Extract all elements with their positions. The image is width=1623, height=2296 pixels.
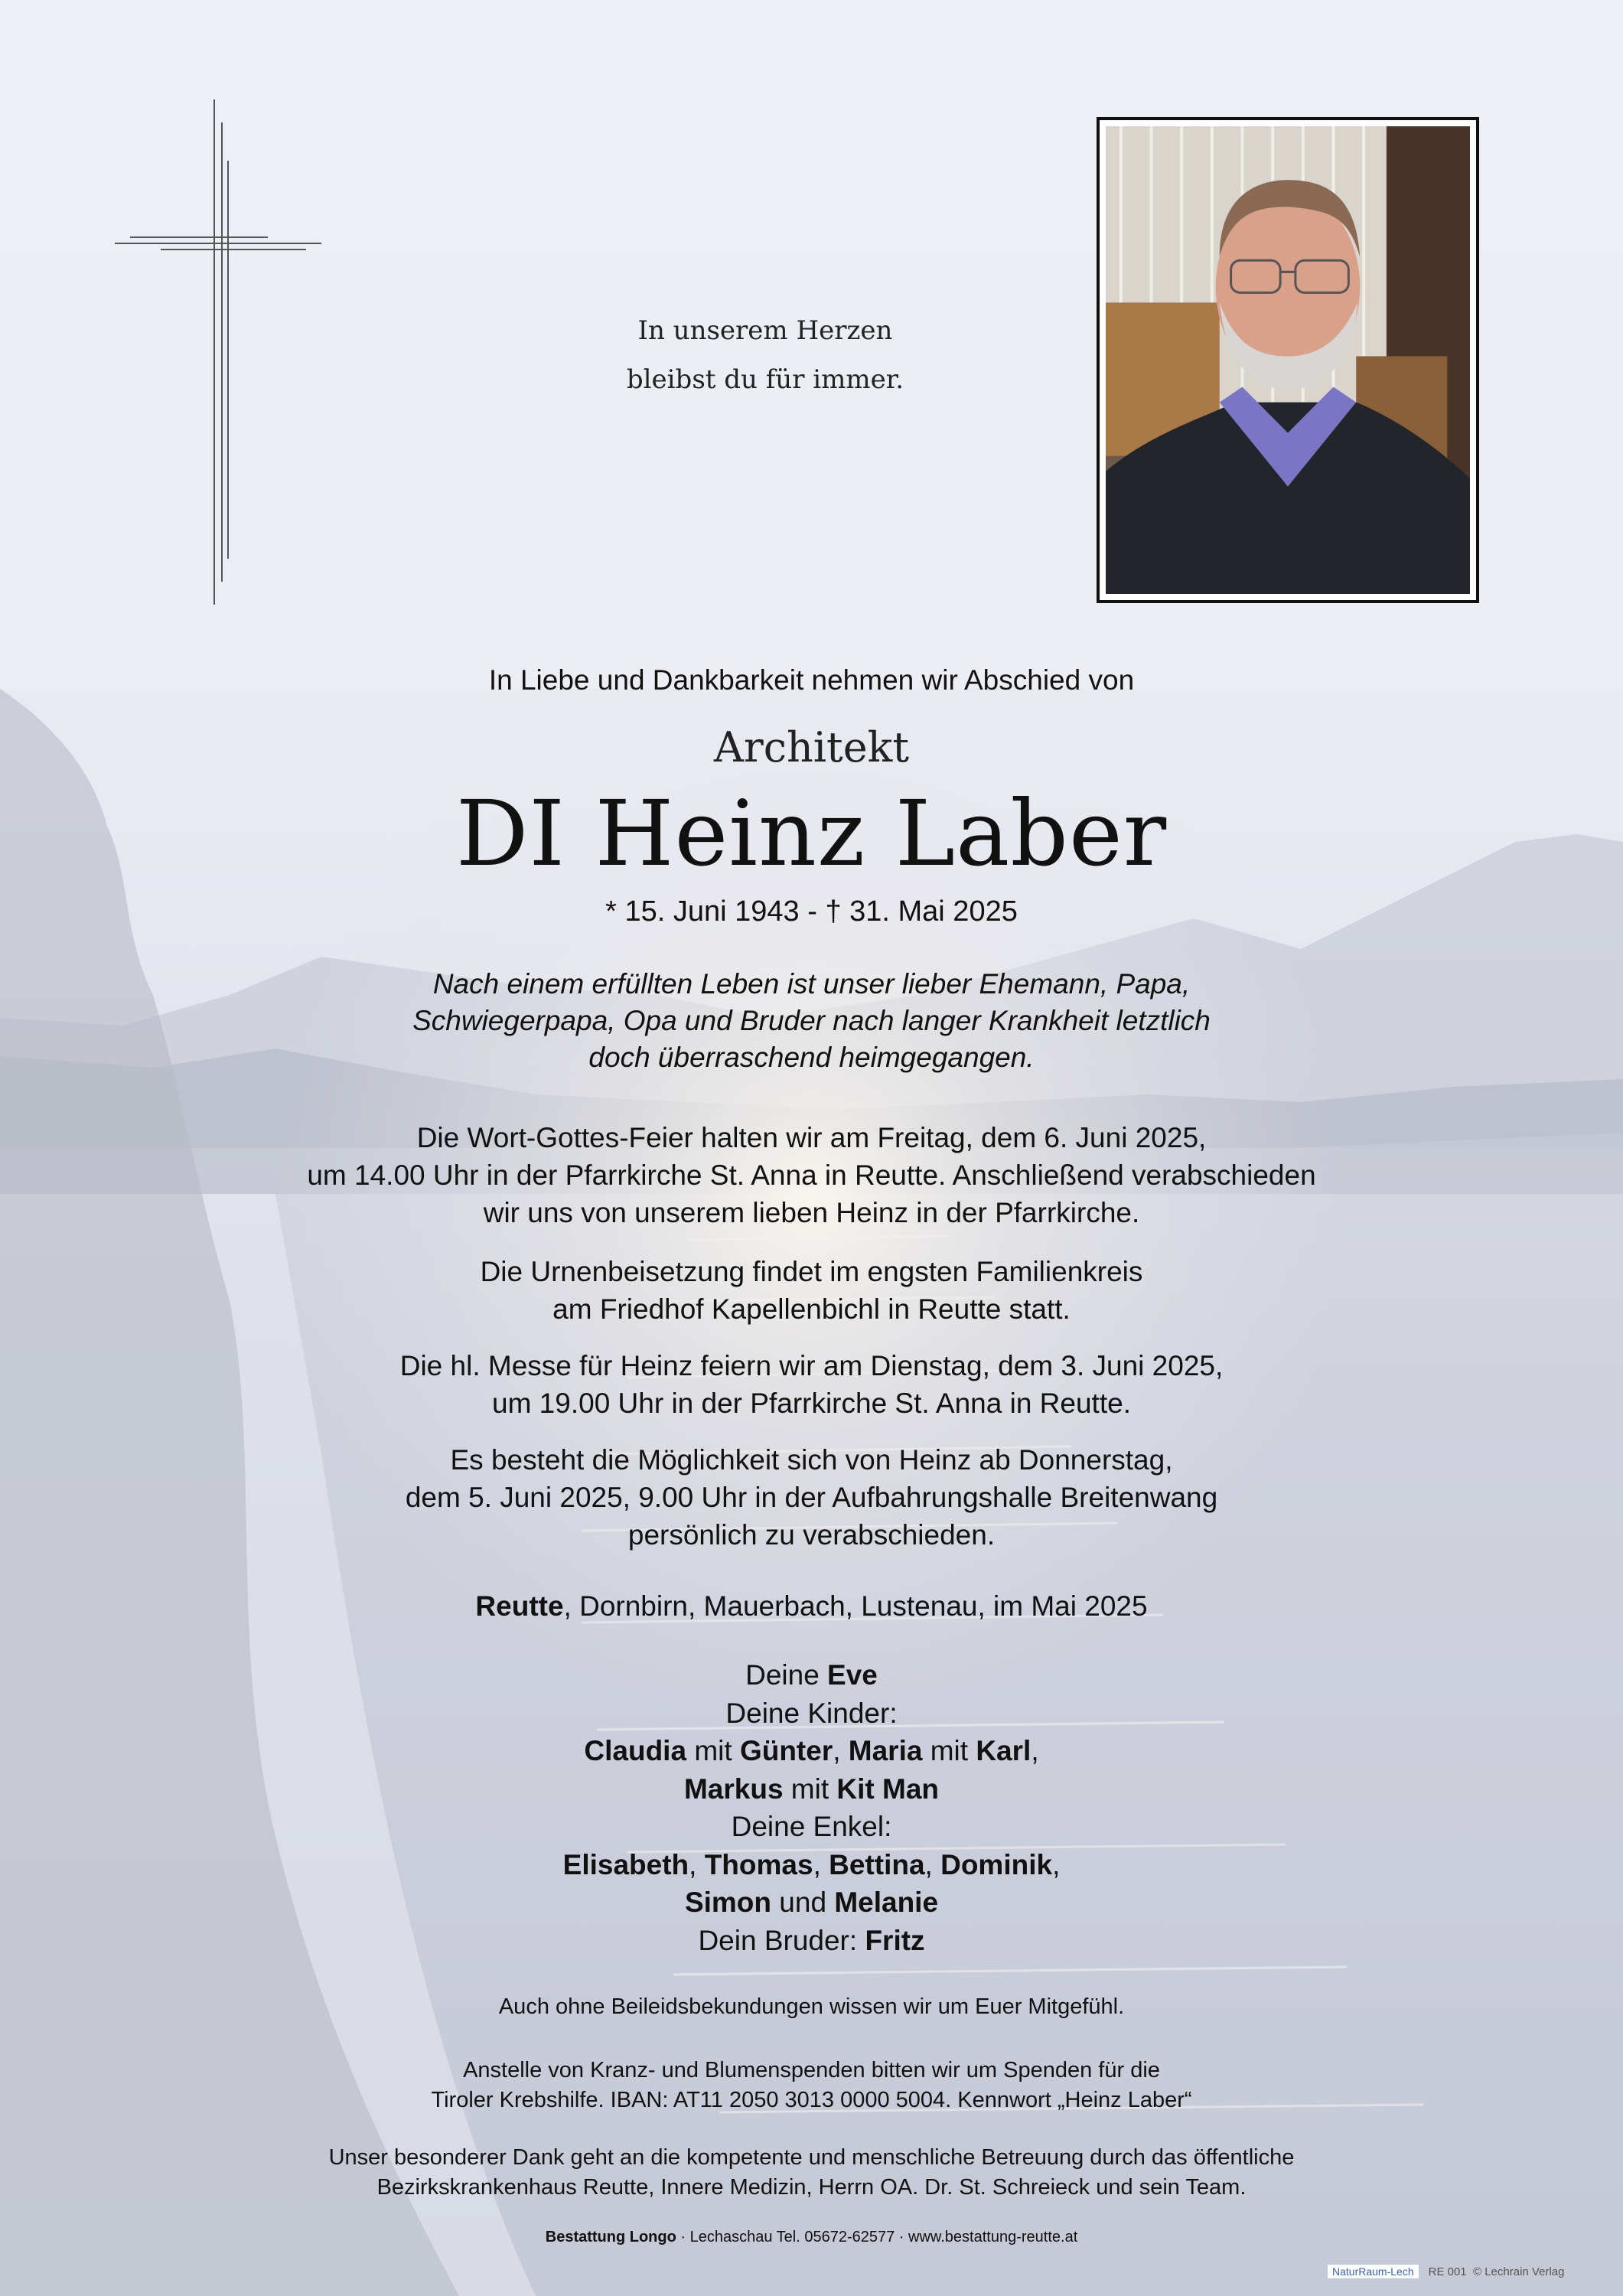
urn-burial-text [0,1253,1623,1328]
tribute-text [0,966,1623,1076]
motto-line: bleibst du für immer. [626,364,904,395]
children-line-1 [0,1732,1623,1770]
funeral-line: wir uns von unserem lieben Heinz in der Pfarrkirche. [483,1197,1140,1228]
separator: , [813,1848,829,1880]
partner-name: Kit Man [836,1773,940,1805]
grandchild-name: Simon [684,1887,772,1918]
places-rest: , Dornbirn, Mauerbach, Lustenau, im Mai 2025 [563,1590,1148,1622]
funeral-home-details: · Lechaschau Tel. 05672-62577 · www.bestattung-reutte.at [676,2229,1078,2245]
mass-line: Die hl. Messe für Heinz feiern wir am Dienstag, dem 3. Juni 2025, [399,1350,1224,1381]
thanks-line: Bezirkskrankenhaus Reutte, Innere Medizin, Herrn OA. Dr. St. Schreieck und sein Team. [376,2175,1247,2200]
wife-name: Eve [827,1659,878,1691]
motto-line: In unserem Herzen [637,315,893,346]
deceased-name: DI Heinz Laber [455,781,1168,886]
funeral-service-text [0,1119,1623,1231]
mass-line: um 19.00 Uhr in der Pfarrkirche St. Anna in Reutte. [492,1388,1131,1419]
grandchild-name: Dominik [940,1848,1053,1880]
place-home: Reutte [475,1590,564,1622]
viewing-line: dem 5. Juni 2025, 9.00 Uhr in der Aufbahrungshalle Breitenwang [405,1482,1218,1513]
separator: , [689,1848,705,1880]
brother-label: Dein Bruder: [698,1924,865,1956]
funeral-home-footer [0,2229,1623,2246]
tribute-line: doch überraschend heimgegangen. [588,1042,1035,1073]
brother-name: Fritz [865,1924,925,1956]
wife-line [0,1656,1623,1694]
viewing-text [0,1441,1623,1554]
child-name: Markus [683,1773,784,1805]
life-dates: * 15. Juni 1943 - † 31. Mai 2025 [605,895,1018,928]
grandchild-name: Bettina [829,1848,925,1880]
tribute-line: Schwiegerpapa, Opa und Bruder nach langer Krankheit letztlich [412,1005,1211,1036]
condolence-note: Auch ohne Beileidsbekundungen wissen wir um Euer Mitgefühl. [498,1994,1125,2019]
with-text: mit [686,1735,740,1766]
brother-line [0,1922,1623,1960]
thanks-note [0,2143,1623,2203]
mass-text [0,1347,1623,1422]
funeral-home-name: Bestattung Longo [545,2229,676,2245]
grandchildren-label: Deine Enkel: [731,1811,892,1842]
donation-line: Tiroler Krebshilfe. IBAN: AT11 2050 3013 0000 5004. Kennwort „Heinz Laber“ [431,2088,1192,2112]
and-text: und [771,1887,835,1918]
separator: , [833,1735,849,1766]
viewing-line: Es besteht die Möglichkeit sich von Heinz ab Donnerstag, [450,1444,1173,1476]
cross-icon [115,99,321,605]
portrait-frame [1097,117,1479,603]
grandchildren-line-2 [0,1883,1623,1922]
motto [597,306,934,404]
thanks-line: Unser besonderer Dank geht an die kompetente und menschliche Betreuung durch das öffentliche [328,2145,1295,2170]
template-code: RE 001 [1428,2265,1467,2278]
children-label: Deine Kinder: [725,1697,898,1729]
urn-line: Die Urnenbeisetzung findet im engsten Familienkreis [480,1256,1143,1287]
with-text: mit [922,1735,976,1766]
donation-line: Anstelle von Kranz- und Blumenspenden bitten wir um Spenden für die [463,2058,1160,2082]
publisher-mark [1327,2264,1564,2279]
publisher-name: © Lechrain Verlag [1473,2265,1565,2278]
places-date-line [0,1590,1623,1623]
separator: , [1052,1848,1061,1880]
partner-name: Karl [976,1735,1031,1766]
separator: , [1031,1735,1039,1766]
child-name: Maria [848,1735,923,1766]
grandchildren-line-1 [0,1846,1623,1884]
funeral-line: Die Wort-Gottes-Feier halten wir am Freitag, dem 6. Juni 2025, [416,1122,1207,1153]
profession-title: Architekt [713,723,910,771]
grandchild-name: Thomas [704,1848,813,1880]
separator: , [924,1848,941,1880]
child-name: Claudia [584,1735,687,1766]
viewing-line: persönlich zu verabschieden. [627,1519,996,1551]
naturraum-badge: NaturRaum-Lech [1327,2264,1419,2279]
with-text: mit [783,1773,837,1805]
tribute-line: Nach einem erfüllten Leben ist unser lieber Ehemann, Papa, [432,968,1191,1000]
funeral-line: um 14.00 Uhr in der Pfarrkirche St. Anna in Reutte. Anschließend verabschieden [307,1159,1316,1191]
family-list [0,1656,1623,1959]
portrait-photo [1106,126,1470,594]
grandchild-name: Melanie [834,1887,939,1918]
grandchild-name: Elisabeth [562,1848,689,1880]
intro-text: In Liebe und Dankbarkeit nehmen wir Abschied von [488,664,1135,696]
urn-line: am Friedhof Kapellenbichl in Reutte statt. [552,1293,1071,1325]
children-line-2 [0,1770,1623,1808]
partner-name: Günter [739,1735,833,1766]
donation-note [0,2056,1623,2115]
wife-prefix: Deine [745,1659,828,1691]
